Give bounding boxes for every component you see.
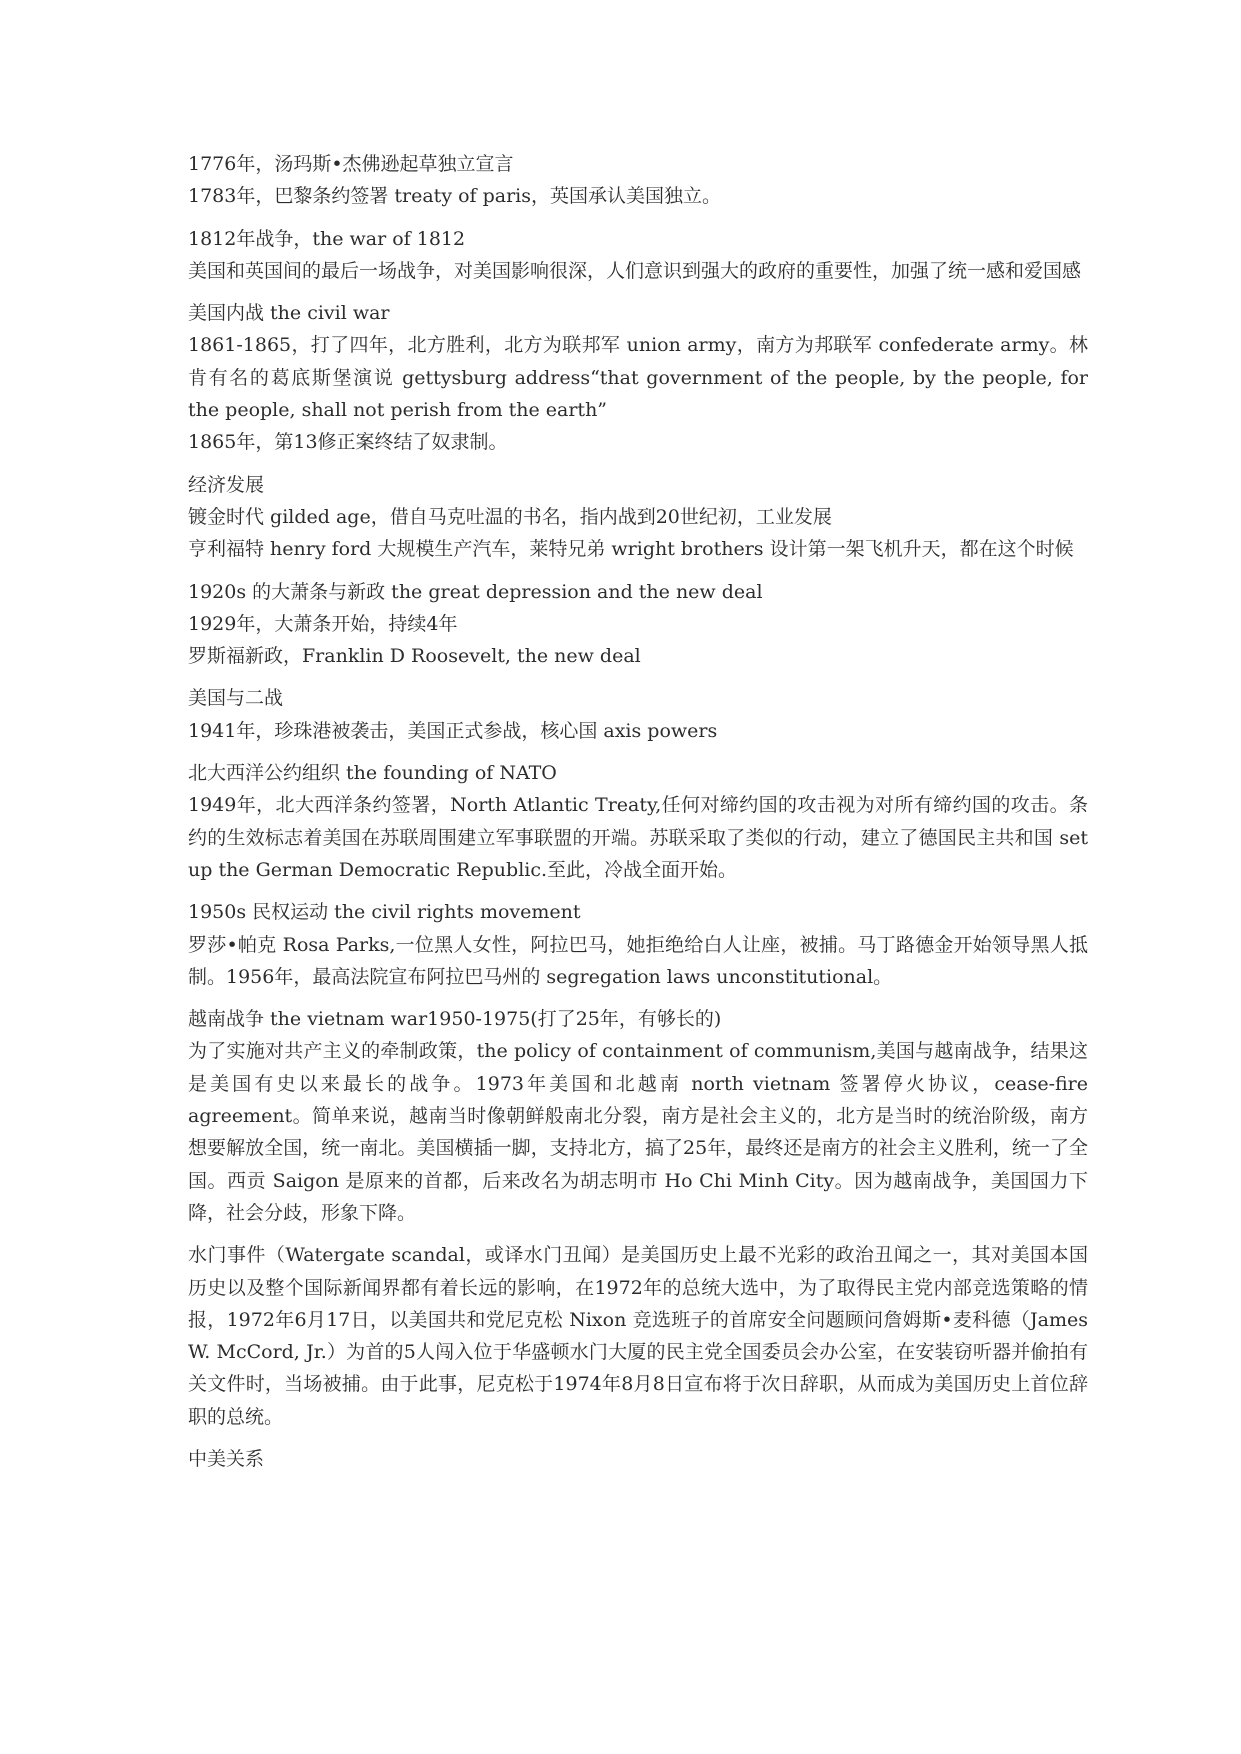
text-line: 1783年，巴黎条约签署 treaty of paris，英国承认美国独立。 — [188, 185, 722, 208]
section-heading: 1812年战争，the war of 1812 — [188, 227, 466, 250]
text-paragraph: 1861-1865，打了四年，北方胜利，北方为联邦军 union army，南方为邦联军 confederate army。林肯有名的葛底斯堡演说 gettysburg address“that government of the people, by the people, for the people, shall not perish from the earth” — [188, 334, 1088, 422]
section-civil-war — [188, 297, 1088, 458]
text-line: 1865年，第13修正案终结了奴隶制。 — [188, 431, 508, 454]
section-heading: 美国内战 the civil war — [188, 302, 390, 325]
text-line: 镀金时代 gilded age，借自马克吐温的书名，指内战到20世纪初，工业发展 — [188, 505, 832, 528]
section-heading: 美国与二战 — [188, 687, 284, 710]
section-civil-rights — [188, 896, 1088, 993]
section-vietnam-war — [188, 1003, 1088, 1229]
text-paragraph: 水门事件（Watergate scandal，或译水门丑闻）是美国历史上最不光彩的政治丑闻之一，其对美国本国历史以及整个国际新闻界都有着长远的影响，在1972年的总统大选中，为了取得民主党内部竞选策略的情报，1972年6月17日，以美国共和党尼克松 Nixon 竞选班子的首席安全问题顾问詹姆斯•麦科德（James W. McCord, Jr.）为首的5人闯入位于华盛顿水门大厦的民主党全国委员会办公室，在安装窃听器并偷拍有关文件时，当场被捕。由于此事，尼克松于1974年8月8日宣布将于次日辞职，从而成为美国历史上首位辞职的总统。 — [188, 1244, 1088, 1428]
text-paragraph: 为了实施对共产主义的牵制政策，the policy of containment of communism,美国与越南战争，结果这是美国有史以来最长的战争。1973年美国和北越南 north vietnam 签署停火协议，cease-fire agreement。简单来说，越南当时像朝鲜般南北分裂，南方是社会主义的，北方是当时的统治阶级，南方想要解放全国，统一南北。美国横插一脚，支持北方，搞了25年，最终还是南方的社会主义胜利，统一了全国。西贡 Saigon 是原来的首都，后来改名为胡志明市 Ho Chi Minh City。因为越南战争，美国国力下降，社会分歧，形象下降。 — [188, 1040, 1088, 1224]
text-line: 1929年，大萧条开始，持续4年 — [188, 612, 458, 635]
section-economic-development — [188, 469, 1088, 566]
section-nato — [188, 757, 1088, 886]
text-paragraph: 罗莎•帕克 Rosa Parks,一位黑人女性，阿拉巴马，她拒绝给白人让座，被捕。马丁路德金开始领导黑人抵制。1956年，最高法院宣布阿拉巴马州的 segregation laws unconstitutional。 — [188, 933, 1088, 988]
section-great-depression — [188, 576, 1088, 673]
text-paragraph: 美国和英国间的最后一场战争，对美国影响很深，人们意识到强大的政府的重要性，加强了统一感和爱国感 — [188, 259, 1082, 282]
text-line: 1776年，汤玛斯•杰佛逊起草独立宣言 — [188, 153, 514, 175]
section-china-us-relations — [188, 1443, 1088, 1475]
section-war-of-1812 — [188, 223, 1088, 288]
text-line: 罗斯福新政，Franklin D Roosevelt, the new deal — [188, 645, 641, 668]
section-independence — [188, 148, 1088, 213]
section-watergate — [188, 1239, 1088, 1433]
text-paragraph: 亨利福特 henry ford 大规模生产汽车，莱特兄弟 wright brothers 设计第一架飞机升天，都在这个时候 — [188, 538, 1074, 561]
section-world-war-two — [188, 682, 1088, 747]
section-heading: 越南战争 the vietnam war1950-1975(打了25年，有够长的) — [188, 1008, 722, 1031]
text-paragraph: 1949年，北大西洋条约签署，North Atlantic Treaty,任何对缔约国的攻击视为对所有缔约国的攻击。条约的生效标志着美国在苏联周围建立军事联盟的开端。苏联采取了类似的行动，建立了德国民主共和国 set up the German Democratic Republic.至此，冷战全面开始。 — [188, 794, 1088, 881]
section-heading: 1950s 民权运动 the civil rights movement — [188, 901, 581, 924]
section-heading: 1920s 的大萧条与新政 the great depression and the new deal — [188, 580, 763, 603]
section-heading: 经济发展 — [188, 473, 265, 496]
text-line: 1941年，珍珠港被袭击，美国正式参战，核心国 axis powers — [188, 719, 718, 742]
section-heading: 中美关系 — [188, 1447, 265, 1470]
section-heading: 北大西洋公约组织 the founding of NATO — [188, 762, 557, 785]
document-page — [188, 148, 1088, 1485]
